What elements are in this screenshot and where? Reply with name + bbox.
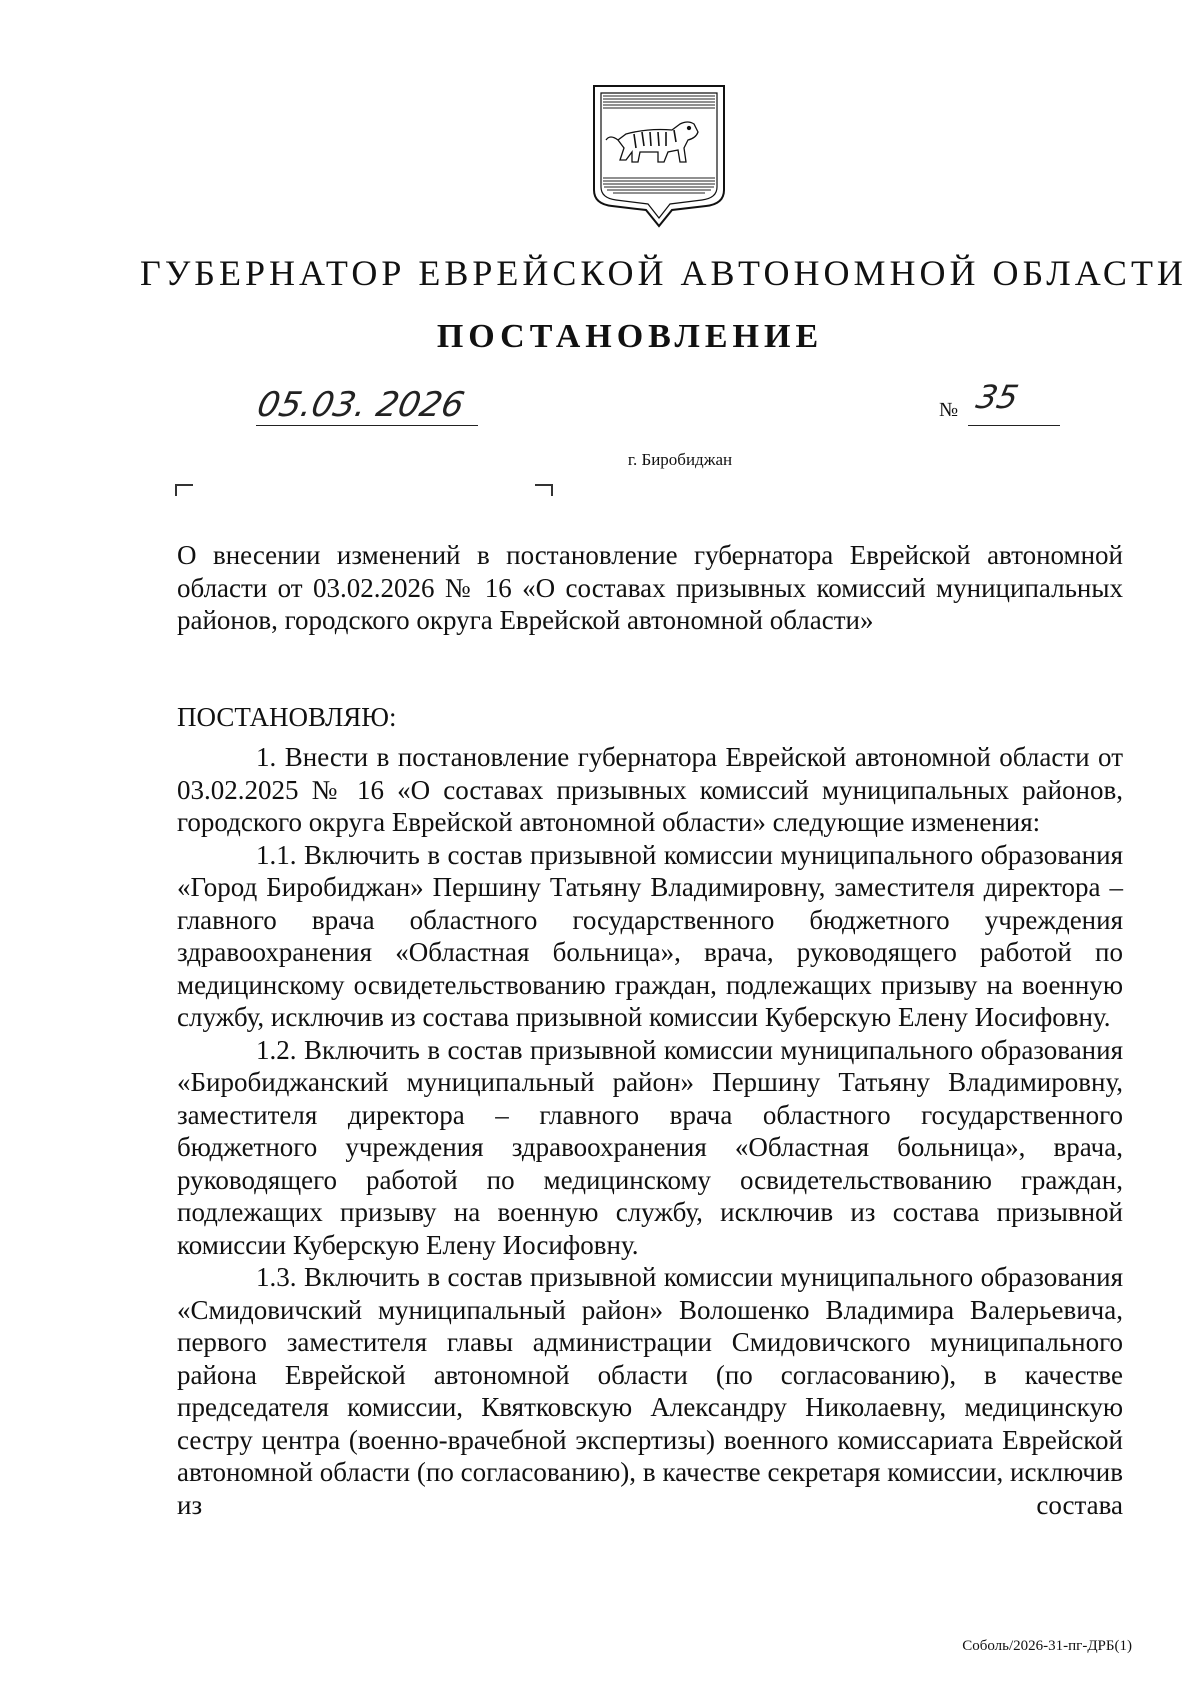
- handwritten-date: 05.03. 2026: [253, 385, 468, 425]
- paragraph-1-1: 1.1. Включить в состав призывной комиссии муниципального образования «Город Биробиджан» Першину Татьяну Владимировну, заместителя директора – главного врача областного государственного бюджетного учреждения здравоохранения «Областная больница», врача, руководящего работой по медицинскому освидетельствованию граждан, подлежащих призыву на военную службу, исключив из состава призывной комиссии Куберскую Елену Иосифовну.: [177, 839, 1123, 1032]
- number-underline: [968, 425, 1060, 426]
- number-sign: №: [939, 399, 959, 421]
- corner-mark-left: [175, 484, 193, 496]
- handwritten-number: 35: [972, 378, 1022, 416]
- decree-label: ПОСТАНОВЛЯЮ:: [177, 702, 397, 732]
- subject-heading: О внесении изменений в постановление губернатора Еврейской автономной области от 03.02.2026 № 16 «О составах призывных комиссий муниципальных районов, городского округа Еврейской автономной области»: [177, 540, 1123, 635]
- document-footer-code: Соболь/2026-31-пг-ДРБ(1): [962, 1638, 1132, 1654]
- paragraph-1-3: 1.3. Включить в состав призывной комиссии муниципального образования «Смидовичский муниципальный район» Волошенко Владимира Валерьевича, первого заместителя главы администрации Смидовичского муниципального района Еврейской автономной области (по согласованию), в качестве председателя комиссии, Квятковскую Александру Николаевну, медицинскую сестру центра (военно-врачебной экспертизы) военного комиссариата Еврейской автономной области (по согласованию), в качестве секретаря комиссии, исключив из состава: [177, 1262, 1123, 1520]
- subject-heading-block: [177, 539, 1123, 637]
- date-underline: [256, 425, 478, 426]
- paragraph-1-2: 1.2. Включить в состав призывной комиссии муниципального образования «Биробиджанский муниципальный район» Першину Татьяну Владимировну, заместителя директора – главного врача областного государственного бюджетного учреждения здравоохранения «Областная больница», врача, руководящего работой по медицинскому освидетельствованию граждан, подлежащих призыву на военную службу, исключив из состава призывной комиссии Куберскую Елену Иосифовну.: [177, 1034, 1123, 1260]
- coat-of-arms-emblem: [588, 82, 730, 230]
- paragraph-1: 1. Внести в постановление губернатора Еврейской автономной области от 03.02.2025 № 16 «О составах призывных комиссий муниципальных районов, городского округа Еврейской автономной области» следующие изменения:: [177, 742, 1123, 837]
- authority-title: ГУБЕРНАТОР ЕВРЕЙСКОЙ АВТОНОМНОЙ ОБЛАСТИ: [140, 253, 1187, 293]
- document-type: ПОСТАНОВЛЕНИЕ: [436, 318, 824, 355]
- city-name: г. Биробиджан: [627, 450, 733, 469]
- corner-mark-right: [535, 484, 553, 496]
- body-text: [177, 741, 1123, 1521]
